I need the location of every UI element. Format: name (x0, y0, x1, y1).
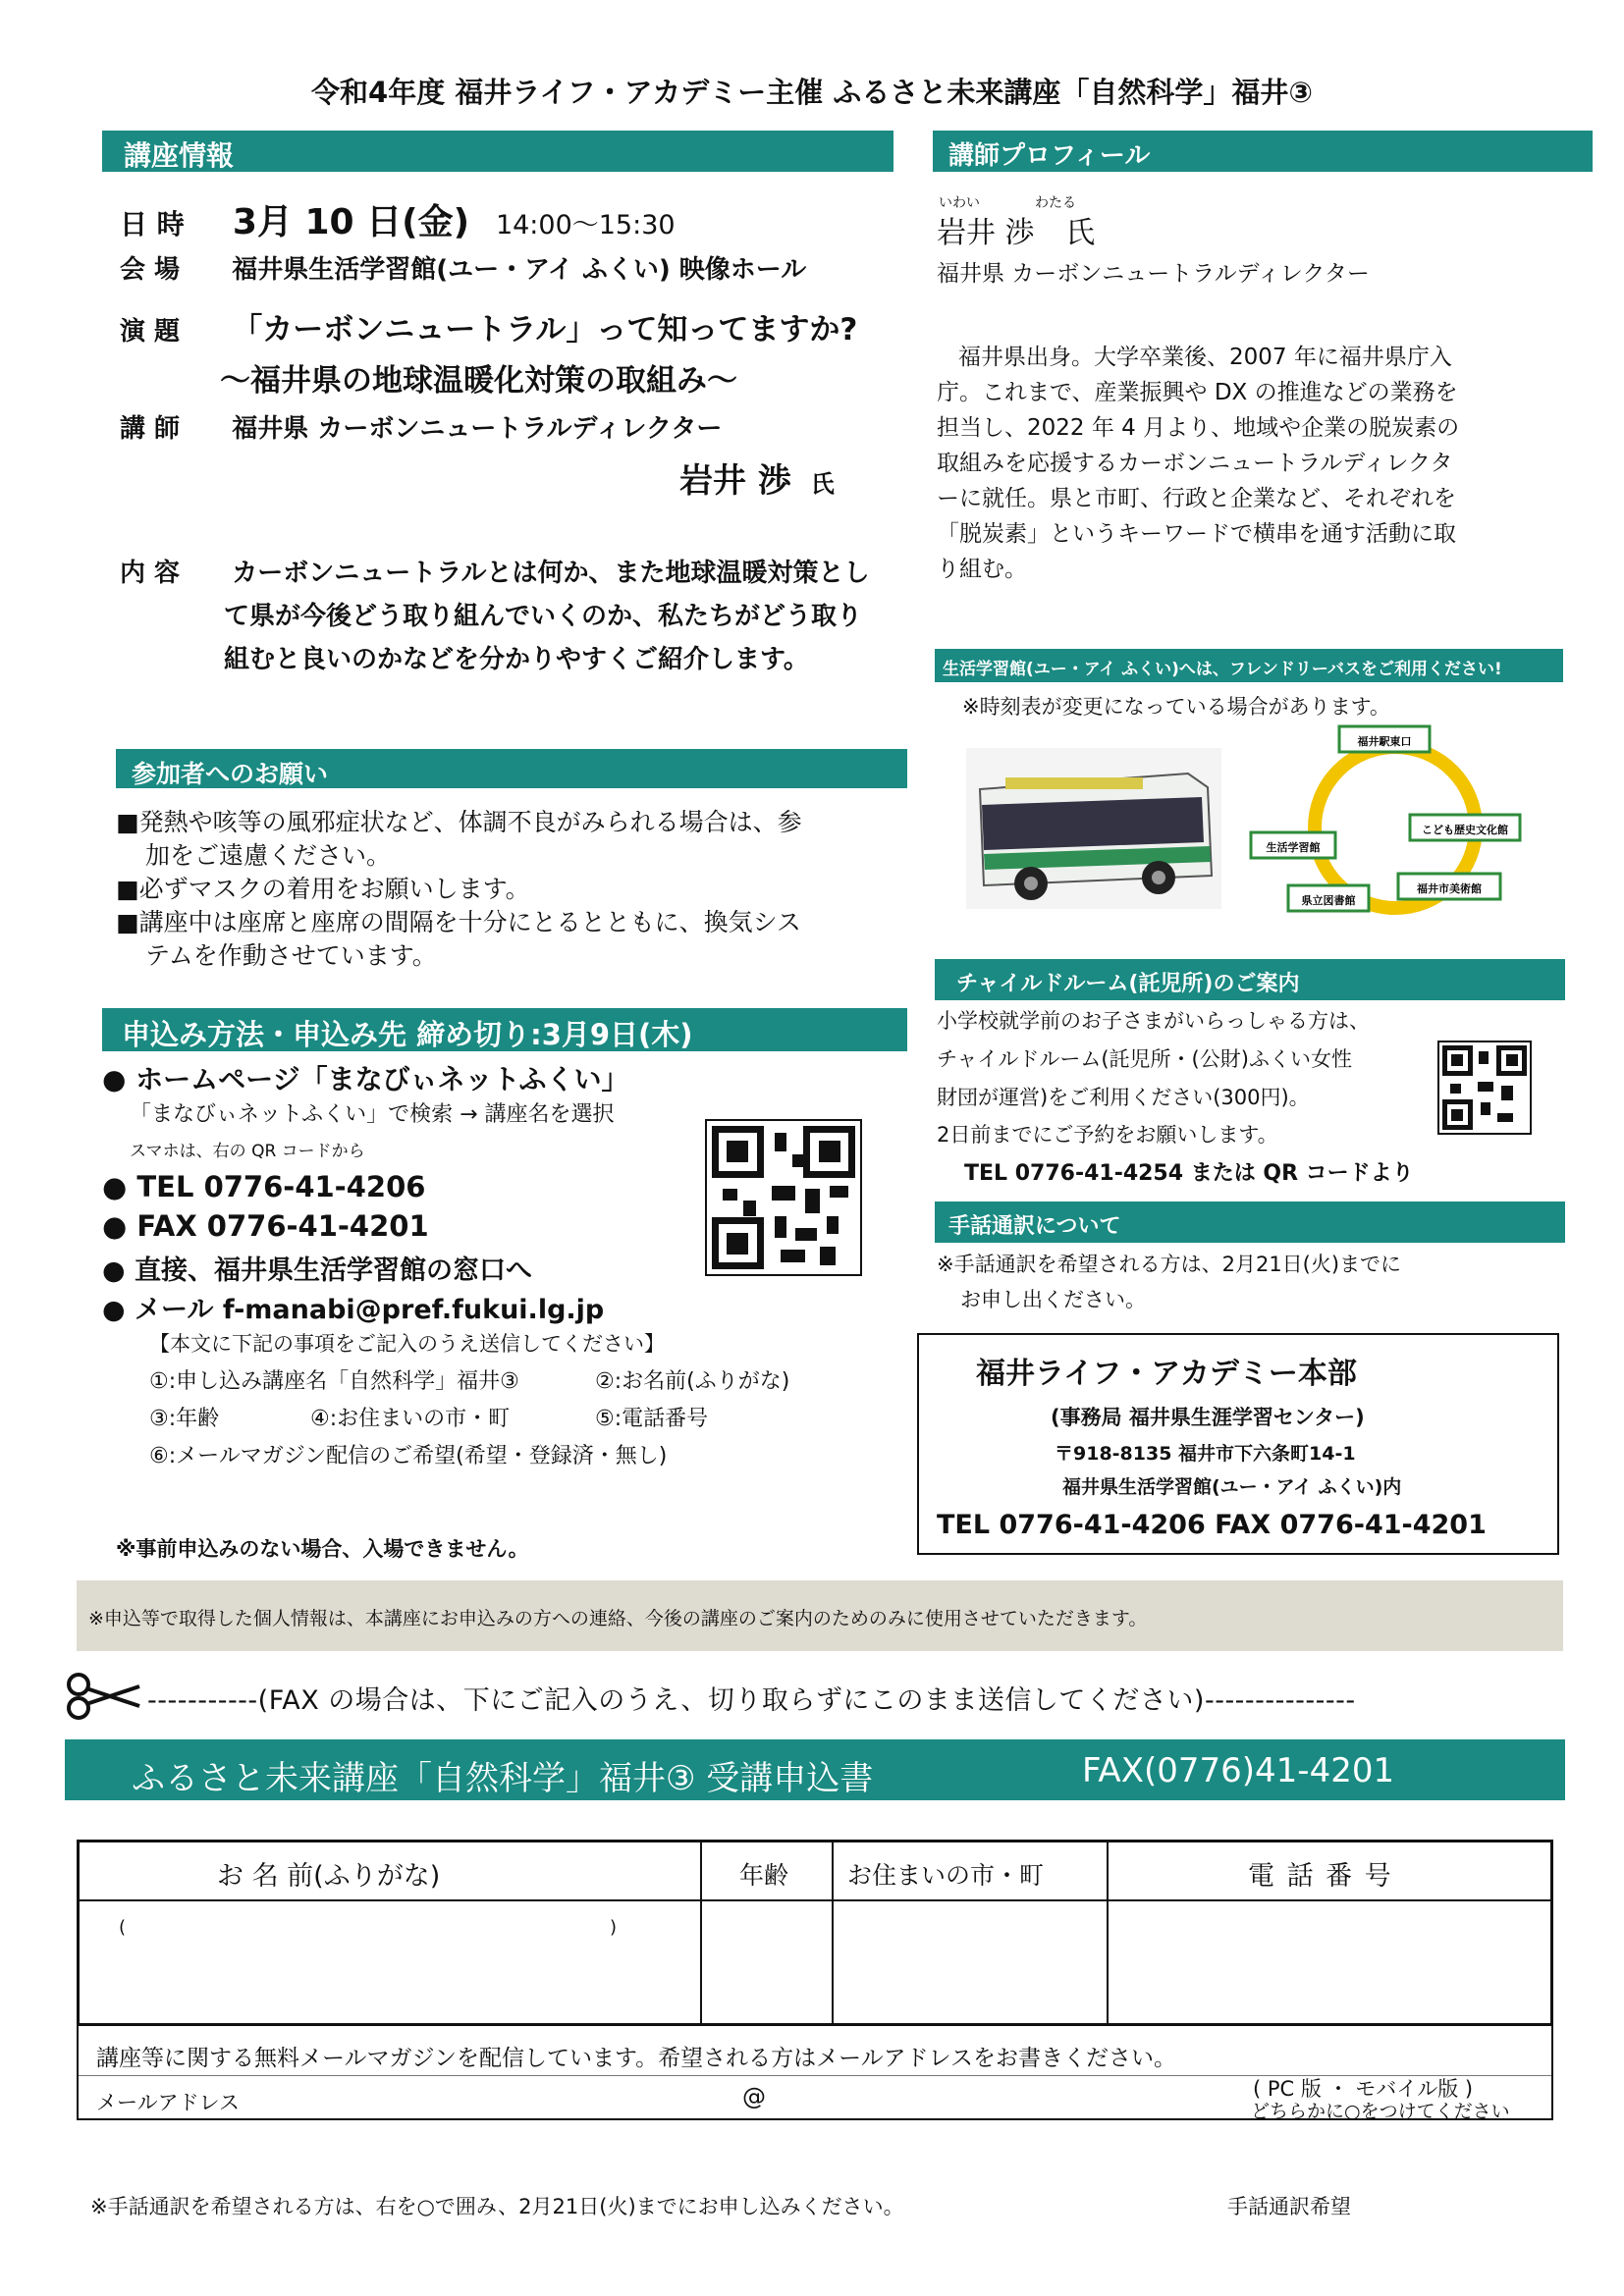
child-room-line-2: チャイルドルーム(託児所・(公財)ふくい女性 (937, 1047, 1352, 1071)
route-stop-2: こども歴史文化館 (1422, 824, 1508, 836)
page-title: 令和4年度 福井ライフ・アカデミー主催 ふるさと未来講座「自然科学」福井③ (311, 76, 1313, 109)
date-main: 3月 10 日(金) (232, 202, 470, 242)
apply-tel: ● TEL 0776-41-4206 (102, 1170, 426, 1203)
topic-line-2: 〜福井県の地球温暖化対策の取組み〜 (220, 363, 737, 399)
apply-heading: 申込み方法・申込み先 締め切り:3月9日(木) (102, 1008, 907, 1051)
bus-photo-icon (966, 748, 1221, 909)
profile-heading: 講師プロフィール (933, 131, 1593, 172)
scissors-icon (65, 1673, 143, 1720)
route-stop-3: 福井市美術館 (1417, 882, 1482, 895)
request-3-line-2: テムを作動させています。 (145, 941, 437, 970)
profile-ruby-surname: いわい (939, 195, 980, 211)
profile-name: 岩井 渉 (937, 216, 1035, 250)
topic-line-1: 「カーボンニュートラル」って知ってますか? (232, 312, 858, 347)
cut-line-text: -----------(FAX の場合は、下にご記入のうえ、切り取らずにこのまま送信してください)--------------- (147, 1685, 1356, 1716)
bus-heading: 生活学習館(ユー・アイ ふくい)へは、フレンドリーバスをご利用ください! (935, 649, 1563, 682)
child-room-line-4: 2日前までにご予約をお願いします。 (937, 1123, 1278, 1147)
lecturer-title: 福井県 カーボンニュートラルディレクター (232, 414, 723, 444)
form-title-band (65, 1739, 1565, 1800)
profile-bio-6: 「脱炭素」というキーワードで横串を通す活動に取 (937, 521, 1456, 547)
content-label: 内 容 (120, 559, 181, 588)
form-name-field[interactable] (83, 1905, 698, 2023)
profile-bio-2: 庁。これまで、産業振興や DX の推進などの業務を (937, 380, 1458, 405)
lecturer-label: 講 師 (120, 414, 181, 444)
date-label: 日 時 (120, 208, 185, 240)
profile-ruby-given: わたる (1035, 195, 1076, 211)
request-1-line-1: ■発熱や咳等の風邪症状など、体調不良がみられる場合は、参 (116, 808, 802, 836)
profile-bio-5: ーに就任。県と市町、行政と企業など、それぞれを (937, 486, 1456, 511)
lecturer-suffix: 氏 (810, 470, 835, 498)
child-room-line-3: 財団が運営)をご利用ください(300円)。 (937, 1086, 1310, 1109)
apply-item-1: ①:申し込み講座名「自然科学」福井③ (149, 1369, 519, 1394)
form-mail-at: @ (742, 2083, 766, 2110)
apply-item-2: ②:お名前(ふりがな) (595, 1369, 790, 1394)
form-mail-label: メールアドレス (96, 2091, 240, 2114)
bus-route-map-icon (1233, 724, 1557, 921)
sign-language-heading: 手話通訳について (935, 1201, 1565, 1243)
form-col-city: お住まいの市・町 (847, 1861, 1045, 1890)
hq-address-2: 福井県生活学習館(ユー・アイ ふくい)内 (1062, 1476, 1402, 1498)
form-paren-open: ( (119, 1917, 127, 1938)
apply-mail: ● メール f-manabi@pref.fukui.lg.jp (102, 1295, 605, 1325)
profile-suffix: 氏 (1065, 216, 1096, 250)
profile-title: 福井県 カーボンニュートラルディレクター (937, 261, 1370, 287)
privacy-band (77, 1580, 1563, 1651)
form-title: ふるさと未来講座「自然科学」福井③ 受講申込書 (132, 1759, 874, 1798)
child-room-line-5: TEL 0776-41-4254 または QR コードより (964, 1161, 1414, 1186)
apply-homepage: ● ホームページ「まなびぃネットふくい」 (102, 1063, 629, 1095)
profile-bio-4: 取組みを応援するカーボンニュートラルディレクタ (937, 451, 1453, 476)
form-col-name: お 名 前(ふりがな) (217, 1861, 441, 1892)
hq-address-1: 〒918-8135 福井市下六条町14-1 (1055, 1443, 1356, 1465)
form-tel-field[interactable] (1110, 1905, 1550, 2023)
apply-fax: ● FAX 0776-41-4201 (102, 1209, 429, 1243)
venue: 福井県生活学習館(ユー・アイ ふくい) 映像ホール (232, 255, 807, 285)
apply-qr-code-icon[interactable] (705, 1119, 862, 1276)
route-stop-4: 県立図書館 (1301, 894, 1356, 907)
hq-name: 福井ライフ・アカデミー本部 (976, 1357, 1357, 1391)
form-sign-request[interactable]: 手話通訳希望 (1227, 2195, 1351, 2218)
form-fax: FAX(0776)41-4201 (1082, 1751, 1395, 1790)
date-time: 14:00〜15:30 (495, 210, 676, 240)
content-line-1: カーボンニュートラルとは何か、また地球温暖対策とし (232, 559, 870, 588)
form-table (77, 1840, 1553, 2026)
child-room-line-1: 小学校就学前のお子さまがいらっしゃる方は、 (937, 1009, 1370, 1033)
apply-warning: ※事前申込みのない場合、入場できません。 (116, 1537, 529, 1561)
profile-bio-7: り組む。 (937, 557, 1027, 582)
form-age-field[interactable] (704, 1905, 830, 2023)
hq-contact: TEL 0776-41-4206 FAX 0776-41-4201 (937, 1510, 1487, 1540)
route-stop-5: 生活学習館 (1266, 841, 1321, 854)
sign-language-line-1: ※手話通訳を希望される方は、2月21日(火)までに (937, 1253, 1402, 1276)
venue-label: 会 場 (120, 255, 181, 285)
apply-homepage-qr-note: スマホは、右の QR コードから (130, 1142, 365, 1161)
form-mail-version-note: どちらかに○をつけてください (1251, 2101, 1510, 2122)
content-line-3: 組むと良いのかなどを分かりやすくご紹介します。 (224, 645, 809, 674)
form-col-tel: 電 話 番 号 (1248, 1861, 1393, 1892)
profile-bio-3: 担当し、2022 年 4 月より、地域や企業の脱炭素の (937, 415, 1460, 441)
lecturer-name: 岩井 渉 (679, 461, 791, 501)
hq-office: (事務局 福井県生涯学習センター) (1051, 1406, 1365, 1429)
apply-direct: ● 直接、福井県生活学習館の窓口へ (102, 1255, 532, 1286)
privacy-note: ※申込等で取得した個人情報は、本講座にお申込みの方への連絡、今後の講座のご案内のためのみに使用させていただきます。 (88, 1608, 1148, 1629)
apply-homepage-search: 「まなびぃネットふくい」で検索 → 講座名を選択 (130, 1102, 615, 1127)
apply-item-4: ④:お住まいの市・町 (310, 1407, 511, 1431)
content-line-2: て県が今後どう取り組んでいくのか、私たちがどう取り (224, 602, 863, 631)
apply-item-3: ③:年齢 (149, 1407, 220, 1431)
form-mailmag-note: 講座等に関する無料メールマガジンを配信しています。希望される方はメールアドレスをお書きください。 (96, 2046, 1176, 2071)
request-3-line-1: ■講座中は座席と座席の間隔を十分にとるとともに、換気シス (116, 908, 801, 936)
hq-box (917, 1333, 1559, 1555)
requests-heading: 参加者へのお願い (116, 749, 907, 788)
form-col-age: 年齢 (739, 1861, 789, 1890)
apply-item-6: ⑥:メールマガジン配信のご希望(希望・登録済・無し) (149, 1444, 668, 1468)
form-sign-note: ※手話通訳を希望される方は、右を○で囲み、2月21日(火)までにお申し込みください。 (90, 2195, 904, 2218)
child-room-heading: チャイルドルーム(託児所)のご案内 (935, 959, 1565, 1000)
form-mail-box (77, 2026, 1553, 2120)
topic-label: 演 題 (120, 317, 181, 347)
form-city-field[interactable] (836, 1905, 1105, 2023)
course-info-heading: 講座情報 (102, 131, 893, 172)
profile-bio-1: 福井県出身。大学卒業後、2007 年に福井県庁入 (958, 345, 1452, 370)
form-paren-close: ) (610, 1917, 618, 1938)
apply-note-head: 【本文に下記の事項をご記入のうえ送信してください】 (149, 1332, 665, 1356)
sign-language-line-2: お申し出ください。 (960, 1288, 1146, 1311)
route-stop-1: 福井駅東口 (1357, 735, 1412, 748)
form-mail-version[interactable]: ( PC 版 ・ モバイル版 ) (1253, 2077, 1474, 2101)
request-2: ■必ずマスクの着用をお願いします。 (116, 875, 530, 903)
apply-item-5: ⑤:電話番号 (595, 1407, 709, 1431)
bus-note: ※時刻表が変更になっている場合があります。 (962, 695, 1390, 719)
form-mail-field[interactable] (265, 2079, 1296, 2118)
request-1-line-2: 加をご遠慮ください。 (145, 841, 392, 870)
child-room-qr-code-icon[interactable] (1437, 1041, 1532, 1135)
